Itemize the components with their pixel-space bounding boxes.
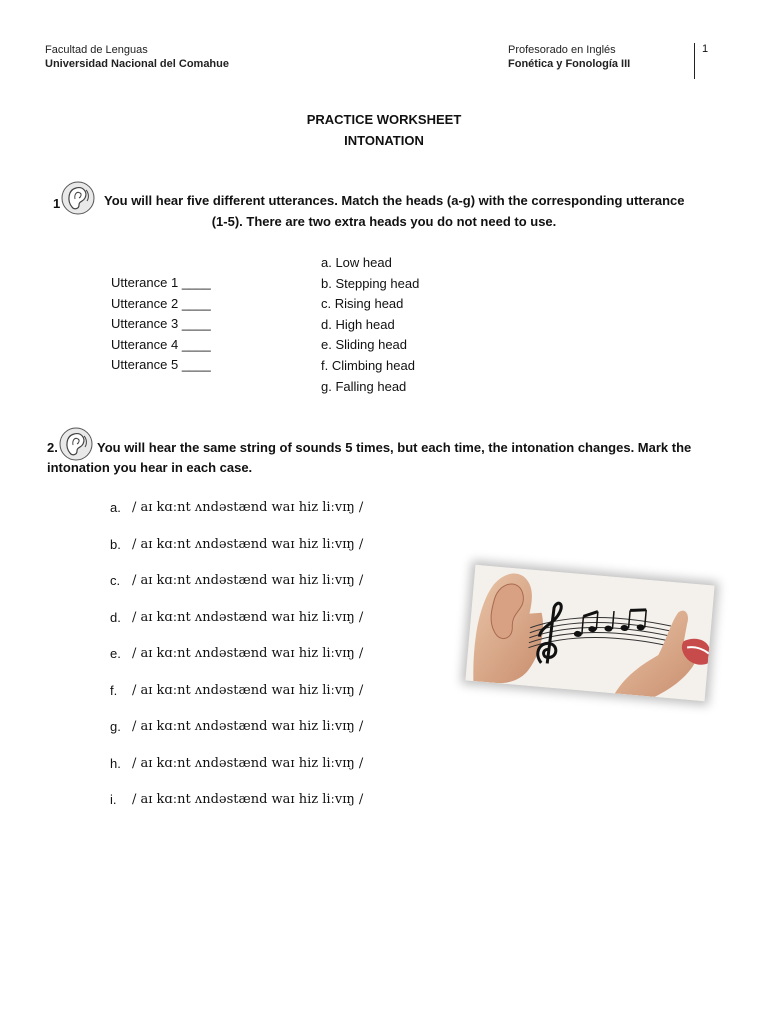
- transcription-item[interactable]: [110, 607, 363, 644]
- header-left: [45, 43, 229, 71]
- head-option: c. Rising head: [321, 296, 404, 312]
- transcription-item[interactable]: [110, 497, 363, 534]
- utterance-blank[interactable]: Utterance 1 ____: [111, 275, 211, 290]
- transcription-item[interactable]: [110, 716, 363, 753]
- q2-number: 2.: [47, 440, 58, 455]
- phonemic-transcription: / aɪ kɑːnt ʌndəstænd waɪ hiz liːvɪŋ /: [132, 609, 364, 625]
- phonemic-transcription: / aɪ kɑːnt ʌndəstænd waɪ hiz liːvɪŋ /: [132, 755, 364, 771]
- head-option: a. Low head: [321, 255, 392, 270]
- phonemic-transcription: / aɪ kɑːnt ʌndəstænd waɪ hiz liːvɪŋ /: [132, 792, 364, 807]
- transcription-item[interactable]: [110, 680, 363, 717]
- heads-list: [321, 253, 419, 397]
- q1-instruction-line1: You will hear five different utterances. Match the heads (a-g) with the corresponding utterance: [104, 193, 685, 208]
- item-letter: i.: [110, 792, 117, 807]
- head-option: d. High head: [321, 316, 395, 332]
- transcription-item[interactable]: [110, 570, 363, 607]
- phonemic-transcription: / aɪ kɑːnt ʌndəstænd waɪ hiz liːvɪŋ /: [132, 682, 364, 698]
- phonemic-transcription: / aɪ kɑːnt ʌndəstænd waɪ hiz liːvɪŋ /: [132, 536, 364, 552]
- q2-instruction-line1: You will hear the same string of sounds 5 times, but each time, the intonation changes. Mark the: [97, 440, 692, 455]
- utterance-blank[interactable]: Utterance 2 ____: [111, 295, 211, 311]
- item-letter: h.: [110, 755, 121, 771]
- item-letter: d.: [110, 609, 121, 625]
- head-option: e. Sliding head: [321, 337, 408, 353]
- utterance-blank[interactable]: Utterance 3 ____: [111, 316, 211, 332]
- head-option: f. Climbing head: [321, 357, 415, 373]
- university-name: Universidad Nacional del Comahue: [45, 58, 229, 70]
- item-letter: g.: [110, 719, 121, 734]
- ear-listening-icon: [61, 181, 95, 215]
- utterance-blank[interactable]: Utterance 5 ____: [111, 357, 211, 373]
- music-ear-photo: [465, 565, 714, 701]
- item-letter: e.: [110, 646, 121, 661]
- item-letter: c.: [110, 573, 121, 588]
- q1-number: 1: [53, 196, 61, 211]
- utterance-blank[interactable]: Utterance 4 ____: [111, 336, 211, 352]
- header-right: [508, 43, 630, 71]
- page-number: 1: [702, 43, 709, 55]
- music-ear-illustration: [465, 565, 714, 701]
- worksheet-title: PRACTICE WORKSHEET: [306, 112, 462, 127]
- transcription-list: [110, 497, 363, 826]
- transcription-item[interactable]: [110, 789, 363, 826]
- utterance-list: [111, 273, 211, 376]
- head-option: b. Stepping head: [321, 275, 420, 291]
- transcription-item[interactable]: [110, 643, 363, 680]
- worksheet-subtitle: INTONATION: [344, 133, 424, 148]
- phonemic-transcription: / aɪ kɑːnt ʌndəstænd waɪ hiz liːvɪŋ /: [132, 500, 364, 515]
- transcription-item[interactable]: [110, 753, 363, 790]
- head-option: g. Falling head: [321, 378, 407, 394]
- phonemic-transcription: / aɪ kɑːnt ʌndəstænd waɪ hiz liːvɪŋ /: [132, 573, 364, 588]
- transcription-item[interactable]: [110, 534, 363, 571]
- program-name: Profesorado en Inglés: [508, 44, 616, 56]
- item-letter: f.: [110, 682, 118, 698]
- ear-listening-icon: [59, 427, 93, 461]
- item-letter: a.: [110, 500, 121, 515]
- phonemic-transcription: / aɪ kɑːnt ʌndəstænd waɪ hiz liːvɪŋ /: [132, 646, 364, 661]
- page-number-divider: [694, 43, 695, 79]
- item-letter: b.: [110, 536, 121, 552]
- faculty-name: Facultad de Lenguas: [45, 44, 148, 56]
- q2-instruction-line2: intonation you hear in each case.: [47, 460, 253, 475]
- course-name: Fonética y Fonología III: [508, 58, 631, 70]
- phonemic-transcription: / aɪ kɑːnt ʌndəstænd waɪ hiz liːvɪŋ /: [132, 719, 364, 734]
- q1-instruction-line2: (1-5). There are two extra heads you do not need to use.: [211, 214, 557, 229]
